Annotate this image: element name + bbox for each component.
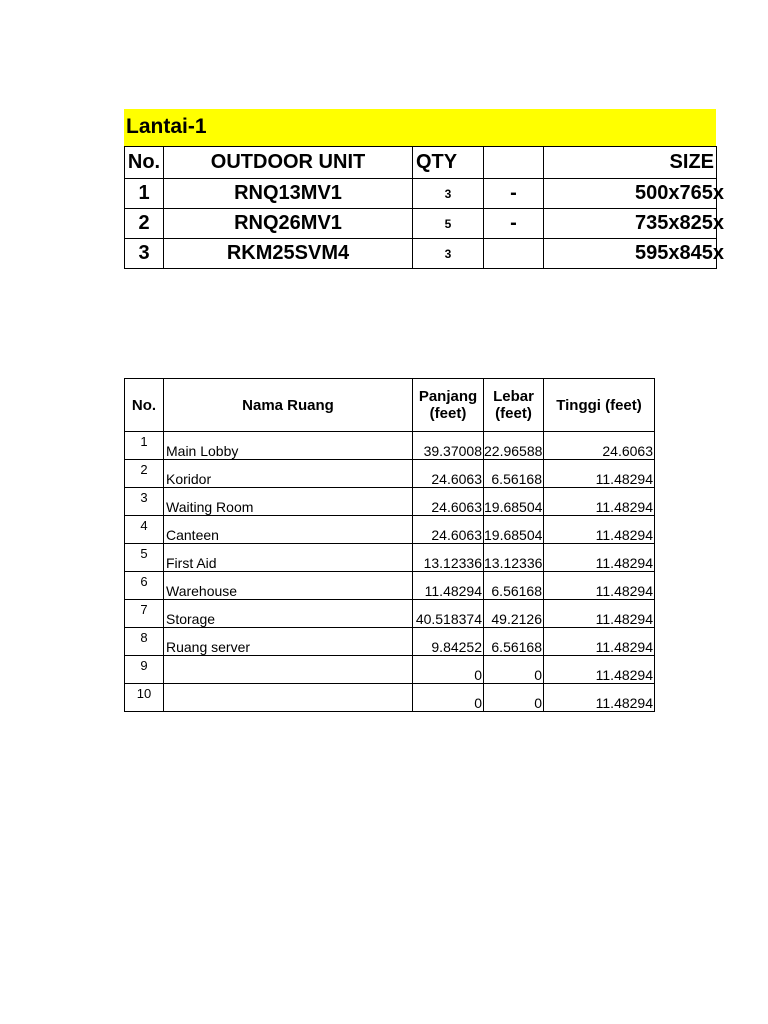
cell-length: 11.48294 [413, 572, 484, 600]
cell-length: 24.6063 [413, 516, 484, 544]
cell-unit: RKM25SVM4 [164, 239, 413, 269]
table-row [125, 628, 655, 656]
table-row [125, 460, 655, 488]
header-size-label: SIZE [669, 151, 714, 173]
cell-name: Koridor [164, 460, 413, 488]
room-table-header [125, 379, 655, 432]
cell-length: 40.518374 [413, 600, 484, 628]
table-row [125, 656, 655, 684]
cell-no: 9 [125, 656, 164, 684]
cell-width: 6.56168 [484, 628, 544, 656]
cell-no: 2 [125, 209, 164, 239]
header-size [544, 147, 717, 179]
cell-size-value: 595x845x [635, 242, 724, 264]
cell-dash [484, 239, 544, 269]
room-table-wrapper [124, 378, 655, 712]
table-row [125, 600, 655, 628]
room-dimensions-table [124, 378, 655, 712]
cell-dash: - [484, 209, 544, 239]
table-row [125, 684, 655, 712]
cell-no: 3 [125, 239, 164, 269]
cell-height: 11.48294 [544, 460, 655, 488]
cell-unit: RNQ13MV1 [164, 179, 413, 209]
cell-name: Waiting Room [164, 488, 413, 516]
cell-size [544, 179, 724, 209]
cell-name: Canteen [164, 516, 413, 544]
cell-unit: RNQ26MV1 [164, 209, 413, 239]
table-row [125, 544, 655, 572]
cell-width: 6.56168 [484, 572, 544, 600]
cell-no: 1 [125, 432, 164, 460]
cell-name: Main Lobby [164, 432, 413, 460]
cell-height: 11.48294 [544, 488, 655, 516]
outdoor-unit-table [124, 146, 724, 269]
cell-no: 10 [125, 684, 164, 712]
header-panjang [413, 379, 484, 432]
cell-height: 11.48294 [544, 600, 655, 628]
cell-no: 8 [125, 628, 164, 656]
table-row [125, 432, 655, 460]
header-lebar [484, 379, 544, 432]
cell-qty: 5 [413, 209, 484, 239]
cell-size-value: 735x825x [635, 212, 724, 234]
cell-width: 6.56168 [484, 460, 544, 488]
table-row [125, 209, 717, 239]
cell-no: 7 [125, 600, 164, 628]
table-row [125, 488, 655, 516]
cell-size [544, 239, 724, 269]
cell-no: 4 [125, 516, 164, 544]
cell-height: 11.48294 [544, 544, 655, 572]
table-row [125, 572, 655, 600]
cell-width: 49.2126 [484, 600, 544, 628]
cell-no: 3 [125, 488, 164, 516]
header-qty: QTY [413, 147, 484, 179]
cell-width: 0 [484, 684, 544, 712]
cell-length: 0 [413, 656, 484, 684]
cell-length: 9.84252 [413, 628, 484, 656]
cell-name: Storage [164, 600, 413, 628]
cell-qty: 3 [413, 239, 484, 269]
cell-name: Warehouse [164, 572, 413, 600]
floor-title: Lantai-1 [126, 115, 207, 138]
cell-height: 24.6063 [544, 432, 655, 460]
cell-no: 6 [125, 572, 164, 600]
cell-dash: - [484, 179, 544, 209]
cell-no: 2 [125, 460, 164, 488]
table-row [125, 179, 717, 209]
outdoor-unit-table-wrapper [124, 146, 724, 270]
header-outdoor-unit: OUTDOOR UNIT [164, 147, 413, 179]
cell-length: 24.6063 [413, 488, 484, 516]
cell-name: Ruang server [164, 628, 413, 656]
header-no: No. [125, 147, 164, 179]
cell-width: 19.68504 [484, 516, 544, 544]
header-tinggi: Tinggi (feet) [544, 379, 655, 432]
header-panjang-line1: Panjang [418, 388, 478, 405]
cell-length: 0 [413, 684, 484, 712]
cell-length: 39.37008 [413, 432, 484, 460]
table-row [125, 239, 717, 269]
cell-size [544, 209, 724, 239]
floor-banner [124, 109, 716, 146]
cell-height: 11.48294 [544, 684, 655, 712]
header-nama-ruang: Nama Ruang [164, 379, 413, 432]
cell-length: 13.12336 [413, 544, 484, 572]
cell-no: 5 [125, 544, 164, 572]
cell-name [164, 684, 413, 712]
cell-length: 24.6063 [413, 460, 484, 488]
cell-height: 11.48294 [544, 628, 655, 656]
cell-width: 19.68504 [484, 488, 544, 516]
header-lebar-line2: (feet) [495, 405, 532, 422]
outdoor-table-header [125, 147, 717, 179]
cell-width: 13.12336 [484, 544, 544, 572]
header-no: No. [125, 379, 164, 432]
cell-height: 11.48294 [544, 656, 655, 684]
cell-size-value: 500x765x [635, 182, 724, 204]
cell-height: 11.48294 [544, 516, 655, 544]
header-lebar-line1: Lebar [493, 388, 534, 405]
cell-width: 0 [484, 656, 544, 684]
table-row [125, 516, 655, 544]
cell-name [164, 656, 413, 684]
header-blank [484, 147, 544, 179]
cell-height: 11.48294 [544, 572, 655, 600]
cell-qty: 3 [413, 179, 484, 209]
cell-no: 1 [125, 179, 164, 209]
header-panjang-line2: (feet) [429, 405, 467, 422]
cell-name: First Aid [164, 544, 413, 572]
cell-width: 22.96588 [484, 432, 544, 460]
